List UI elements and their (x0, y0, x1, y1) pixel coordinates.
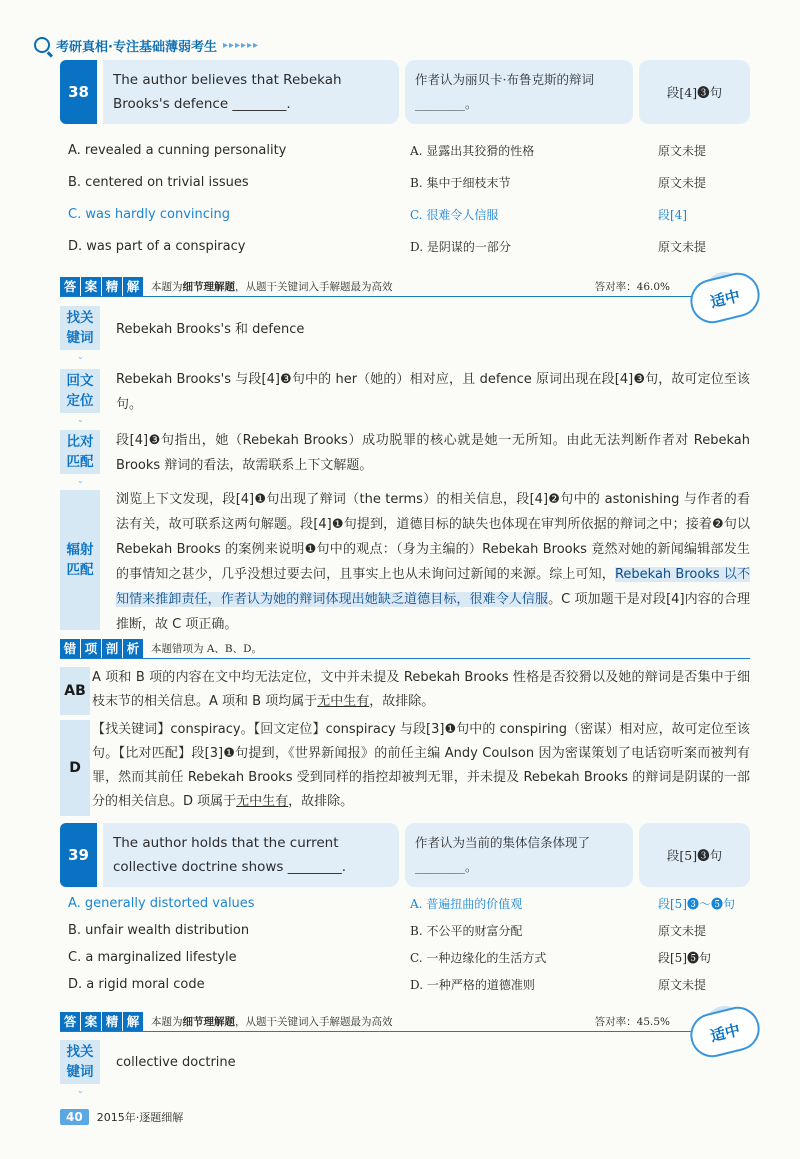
chevron-down-icon: ⌄ (77, 415, 84, 424)
error-text-d: 【找关键词】conspiracy。【回文定位】conspiracy 与段[3]❶句中的 conspiring（密谋）相对应，故可定位至该句。【比对匹配】段[3]❶句提到，《世界新闻报》的前任主编 Andy Coulson 因为密谋策划了电话窃听案而被判有罪，然而其前任 Rebekah Brooks 受到同样的指控却被判无罪，并未提及 Rebekah Brooks 的辩词是阴谋的一部分的相关信息。D 项属于无中生有，故排除。 (92, 722, 750, 809)
question-number: 38 (60, 60, 97, 124)
page-footer (60, 1109, 183, 1125)
analysis-note: 本题为细节理解题，从题干关键词入手解题最为高效 (151, 1015, 393, 1028)
header-title: 考研真相·专注基础薄弱考生 (56, 39, 217, 55)
option-reference: 原文未提 (658, 143, 707, 158)
footer-text: 2015年·逐题细解 (96, 1111, 184, 1124)
error-analysis-bar (60, 638, 750, 659)
question-number: 39 (60, 823, 97, 887)
step-text: 段[4]❸句指出，她（Rebekah Brooks）成功脱罪的核心就是她一无所知。由此无法判断作者对 Rebekah Brooks 辩词的看法，故需联系上下文解题。 (116, 433, 750, 473)
step-label: 找关键词 (60, 1040, 100, 1084)
option-row-correct (68, 203, 748, 225)
answer-analysis-bar (60, 1011, 750, 1032)
analysis-note: 本题为细节理解题，从题干关键词入手解题最为高效 (151, 280, 393, 293)
option-chinese: D. 一种严格的道德准则 (410, 977, 535, 992)
option-chinese: C. 很难令人信服 (410, 207, 499, 222)
running-header (34, 34, 259, 56)
option-english: B. unfair wealth distribution (68, 922, 250, 938)
answer-analysis-tag: 答 案 精 解 (60, 1012, 143, 1031)
chevron-down-icon: ⌄ (77, 1086, 84, 1095)
correct-rate: 答对率：46.0% (594, 280, 670, 293)
option-chinese: C. 一种边缘化的生活方式 (410, 950, 547, 965)
option-chinese: B. 不公平的财富分配 (410, 923, 523, 938)
option-row (68, 946, 748, 968)
step-text: collective doctrine (116, 1055, 236, 1070)
chevron-down-icon: ⌄ (77, 352, 84, 361)
arrows-icon: ▸▸▸▸▸▸ (222, 39, 260, 51)
answer-analysis-bar (60, 276, 750, 297)
question-38-bar (60, 60, 750, 124)
error-text-ab: A 项和 B 项的内容在文中均无法定位，文中并未提及 Rebekah Brooks 性格是否狡猾以及她的辩词是否集中于细枝末节的相关信息。A 项和 B 项均属于无中生有，故排除。 (92, 670, 750, 709)
option-row (68, 171, 748, 193)
question-39-bar (60, 823, 750, 887)
option-english: A. generally distorted values (68, 895, 255, 911)
error-note: 本题错项为 A、B、D。 (151, 642, 263, 655)
question-english: The author holds that the current collective doctrine shows ________. (103, 823, 399, 887)
question-chinese: 作者认为当前的集体信条体现了________。 (405, 823, 633, 887)
step-label: 比对匹配 (60, 430, 100, 474)
step-label: 回文定位 (60, 369, 100, 413)
option-row-correct (68, 892, 748, 914)
option-chinese: A. 显露出其狡猾的性格 (410, 143, 535, 158)
step-label: 找关键词 (60, 306, 100, 350)
option-english: C. was hardly convincing (68, 206, 230, 222)
option-row (68, 973, 748, 995)
option-english: A. revealed a cunning personality (68, 142, 287, 158)
question-english: The author believes that Rebekah Brooks's defence ________. (103, 60, 399, 124)
option-row (68, 235, 748, 257)
option-english: D. a rigid moral code (68, 976, 205, 992)
option-reference: 段[5]❺句 (658, 950, 711, 965)
option-chinese: A. 普遍扭曲的价值观 (410, 896, 523, 911)
option-row (68, 919, 748, 941)
error-label-ab: AB (60, 667, 90, 715)
answer-analysis-tag: 答 案 精 解 (60, 277, 143, 296)
question-reference: 段[4]❸句 (639, 60, 750, 124)
error-analysis-tag: 错 项 剖 析 (60, 639, 143, 658)
option-english: D. was part of a conspiracy (68, 238, 246, 254)
option-english: C. a marginalized lifestyle (68, 949, 237, 965)
difficulty-badge: 适中 (686, 1002, 765, 1062)
chevron-down-icon: ⌄ (77, 476, 84, 485)
highlighted-conclusion: Rebekah Brooks 以不知情来推卸责任，作者认为她的辩词体现出她缺乏道德目标，很难令人信服 (116, 567, 750, 607)
step-text: Rebekah Brooks's 与段[4]❸句中的 her（她的）相对应，且 defence 原词出现在段[4]❸句，故可定位至该句。 (116, 372, 750, 412)
correct-rate: 答对率：45.5% (594, 1015, 670, 1028)
magnifier-icon (34, 37, 50, 53)
option-reference: 原文未提 (658, 977, 707, 992)
step-text: Rebekah Brooks's 和 defence (116, 322, 305, 337)
page-number: 40 (60, 1109, 89, 1125)
difficulty-badge: 适中 (686, 268, 765, 328)
question-reference: 段[5]❸句 (639, 823, 750, 887)
option-reference: 段[4] (658, 207, 687, 222)
option-chinese: B. 集中于细枝末节 (410, 175, 511, 190)
option-reference: 段[5]❸～❺句 (658, 896, 735, 911)
option-reference: 原文未提 (658, 239, 707, 254)
option-row (68, 139, 748, 161)
question-chinese: 作者认为丽贝卡·布鲁克斯的辩词________。 (405, 60, 633, 124)
step-label: 辐射匹配 (60, 490, 100, 630)
step-text: 浏览上下文发现，段[4]❶句出现了辩词（the terms）的相关信息，段[4]❷句中的 astonishing 与作者的看法有关，故可联系这两句解题。段[4]❶句提到，道德目标的缺失也体现在审判所依据的辩词之中；接着❷句以 Rebekah Brooks 的案例来说明❶句中的观点：（身为主编的）Rebekah Brooks 竟然对她的新闻编辑部发生的事情知之甚少，几乎没想过要去问，且事实上也从未询问过新闻的来源。综上可知，Rebekah Brooks 以不知情来推卸责任，作者认为她的辩词体现出她缺乏道德目标，很难令人信服。C 项加题干是对段[4]内容的合理推断，故 C 项正确。 (116, 492, 750, 632)
option-reference: 原文未提 (658, 923, 707, 938)
option-chinese: D. 是阴谋的一部分 (410, 239, 511, 254)
option-english: B. centered on trivial issues (68, 174, 249, 190)
error-label-d: D (60, 720, 90, 816)
option-reference: 原文未提 (658, 175, 707, 190)
